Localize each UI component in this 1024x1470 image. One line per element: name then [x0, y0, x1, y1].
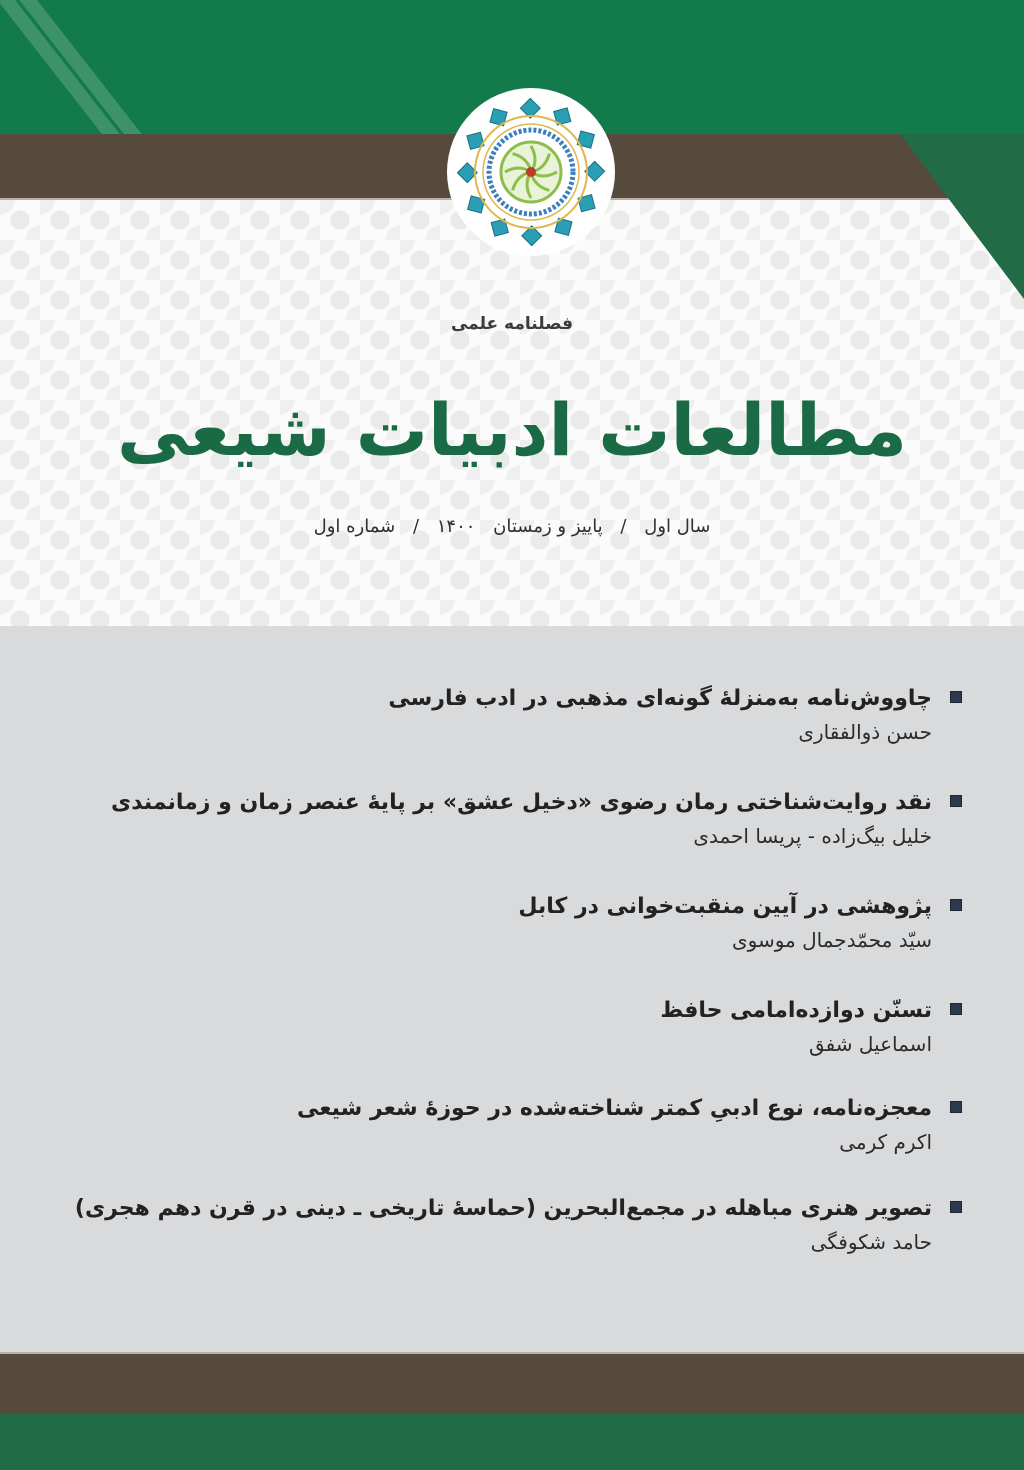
square-bullet-icon [950, 691, 962, 703]
toc-item [82, 994, 962, 1092]
article-title: تسنّن دوازده‌امامی حافظ [660, 998, 932, 1023]
article-author: اسماعیل شفق [809, 1032, 932, 1056]
article-author: اکرم کرمی [839, 1130, 932, 1154]
article-title: چاووش‌نامه به‌منزلۀ گونه‌ای مذهبی در ادب فارسی [388, 686, 932, 711]
issue-year: سال اول [644, 516, 711, 537]
toc-item [82, 786, 962, 890]
issue-season: پاییز و زمستان [493, 516, 603, 537]
article-author: حسن ذوالفقاری [798, 720, 932, 744]
square-bullet-icon [950, 899, 962, 911]
bottom-green-band [0, 1414, 1024, 1470]
issue-number: شماره اول [313, 516, 396, 537]
square-bullet-icon [950, 1003, 962, 1015]
article-title: نقد روایت‌شناختی رمان رضوی «دخیل عشق» بر پایۀ عنصر زمان و زمانمندی [111, 790, 932, 815]
issue-info [0, 516, 1024, 537]
article-title: پژوهشی در آیین منقبت‌خوانی در کابل [518, 894, 932, 919]
university-seal-icon [456, 97, 606, 247]
university-logo [451, 92, 611, 252]
issue-date: ۱۴۰۰ [436, 516, 476, 537]
square-bullet-icon [950, 1101, 962, 1113]
article-title: تصویر هنری مباهله در مجمع‌البحرین (حماسۀ تاریخی ـ دینی در قرن دهم هجری) [74, 1196, 932, 1221]
article-author: خلیل بیگ‌زاده - پریسا احمدی [693, 824, 932, 848]
toc-item [82, 1092, 962, 1192]
issue-separator: / [412, 516, 420, 537]
square-bullet-icon [950, 795, 962, 807]
journal-subtitle: فصلنامه علمی [450, 314, 574, 334]
toc-item [74, 1192, 962, 1282]
bottom-brown-band [0, 1352, 1024, 1414]
journal-title: مطالعات ادبیات شیعی [116, 388, 908, 472]
toc-item [82, 890, 962, 994]
article-author: سیّد محمّدجمال موسوی [731, 928, 932, 952]
issue-separator: / [620, 516, 627, 537]
article-author: حامد شکوفگی [810, 1230, 932, 1254]
table-of-contents [74, 682, 962, 1282]
toc-item [82, 682, 962, 786]
article-title: معجزه‌نامه، نوع ادبیِ کمتر شناخته‌شده در حوزۀ شعر شیعی [297, 1096, 932, 1121]
square-bullet-icon [950, 1201, 962, 1213]
